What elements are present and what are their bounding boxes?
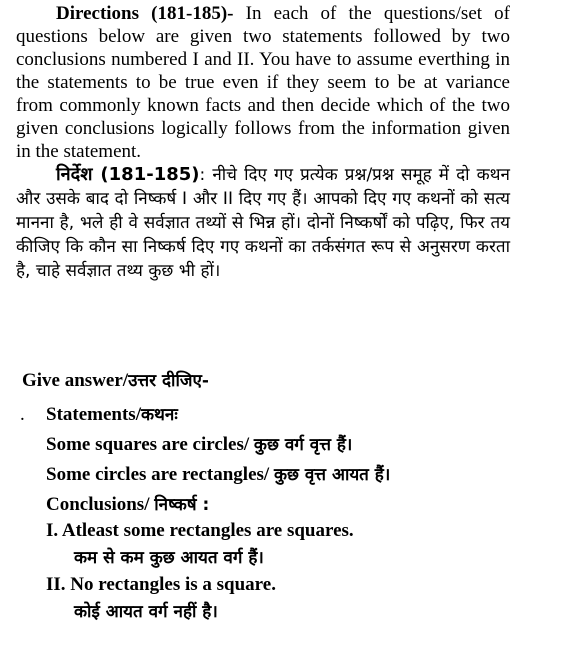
conclusions-heading-hi: निष्कर्ष : xyxy=(154,495,210,515)
conclusion-2 xyxy=(46,574,276,596)
give-answer xyxy=(22,368,209,392)
statement-2-hi: कुछ वृत्त आयत हैं। xyxy=(273,465,391,485)
directions-hindi xyxy=(16,163,510,283)
statement-2 xyxy=(46,462,390,486)
give-answer-en: Give answer/ xyxy=(22,370,129,391)
statement-1 xyxy=(46,432,352,456)
directions-hindi-label: निर्देश (181-185) xyxy=(56,164,200,185)
conclusion-1-number: I. xyxy=(46,520,59,541)
directions-text: In each of the questions/set of questions below are given two statements followed by two conclusions numbered I and II. You have to assume everthing in the statements to be true even if they seem to be at variance from commonly known facts and then decide which of the two given conclusions logically follows from the information given in the statement. xyxy=(16,3,510,162)
statements-heading-en: Statements/ xyxy=(46,404,141,425)
conclusion-2-hi: कोई आयत वर्ग नहीं है। xyxy=(74,602,218,622)
conclusion-1-hindi-line xyxy=(74,545,264,569)
directions-hindi-text: : नीचे दिए गए प्रत्येक प्रश्न/प्रश्न समूह में दो कथन और उसके बाद दो निष्कर्ष I और II दिए गए हैं। आपको दिए गए कथनों को सत्य मानना है, भले ही वे सर्वज्ञात तथ्यों से भिन्न हों। दोनों निष्कर्षों को पढ़िए, फिर तय कीजिए कि कौन सा निष्कर्ष दिए गए कथनों का तर्कसंगत रूप से अनुसरण करता है, चाहे सर्वज्ञात तथ्य कुछ भी हों। xyxy=(16,165,510,281)
statements-heading xyxy=(46,402,178,426)
conclusions-heading-en: Conclusions/ xyxy=(46,494,155,515)
conclusions-heading xyxy=(46,492,209,516)
conclusion-1-hi: कम से कम कुछ आयत वर्ग हैं। xyxy=(74,548,264,568)
conclusion-1-en: Atleast some rectangles are squares. xyxy=(58,520,354,541)
give-answer-hi: उत्तर दीजिए- xyxy=(128,371,209,391)
directions-label: Directions (181-185)- xyxy=(56,3,234,24)
statement-1-hi: कुछ वर्ग वृत्त हैं। xyxy=(253,435,353,455)
statements-heading-hi: कथनः xyxy=(140,405,178,425)
conclusion-1 xyxy=(46,520,354,542)
conclusion-2-en: No rectangles is a square. xyxy=(65,574,276,595)
directions-english xyxy=(16,2,510,163)
conclusion-2-number: II. xyxy=(46,574,66,595)
statement-2-en: Some circles are rectangles/ xyxy=(46,464,274,485)
conclusion-2-hindi-line xyxy=(74,599,218,623)
statement-1-en: Some squares are circles/ xyxy=(46,434,254,455)
bullet-marker: . xyxy=(20,404,25,425)
